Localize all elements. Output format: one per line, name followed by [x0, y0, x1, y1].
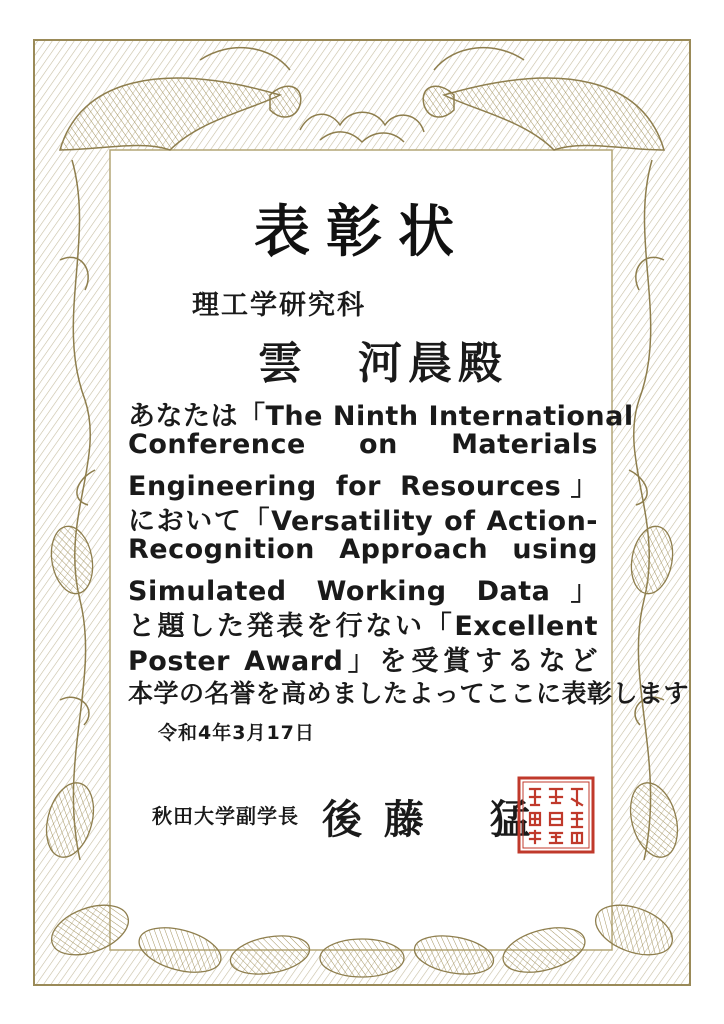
body-line: あなたは「The Ninth International [128, 401, 634, 432]
body-line: と題した発表を行ない「Excellent [128, 611, 598, 642]
body-line: Recognition Approach using [128, 534, 598, 565]
official-seal-icon [516, 775, 596, 855]
issue-date: 令和4年3月17日 [158, 722, 315, 744]
signer-title: 秋田大学副学長 [152, 804, 299, 828]
department: 理工学研究科 [192, 290, 366, 321]
body-line: Conference on Materials [128, 429, 598, 460]
body-line: Poster Award」を受賞するなど [128, 646, 598, 677]
body-line: において「Versatility of Action- [128, 506, 598, 537]
body-line: Engineering for Resources」 [128, 471, 598, 502]
body-line: Simulated Working Data」 [128, 576, 598, 607]
body-line: 本学の名誉を高めましたよってここに表彰します [128, 679, 690, 708]
signer-name: 後 藤 猛 [322, 796, 534, 843]
recipient-name: 雲 河晨殿 [258, 338, 508, 389]
certificate-title: 表彰状 [254, 200, 470, 265]
